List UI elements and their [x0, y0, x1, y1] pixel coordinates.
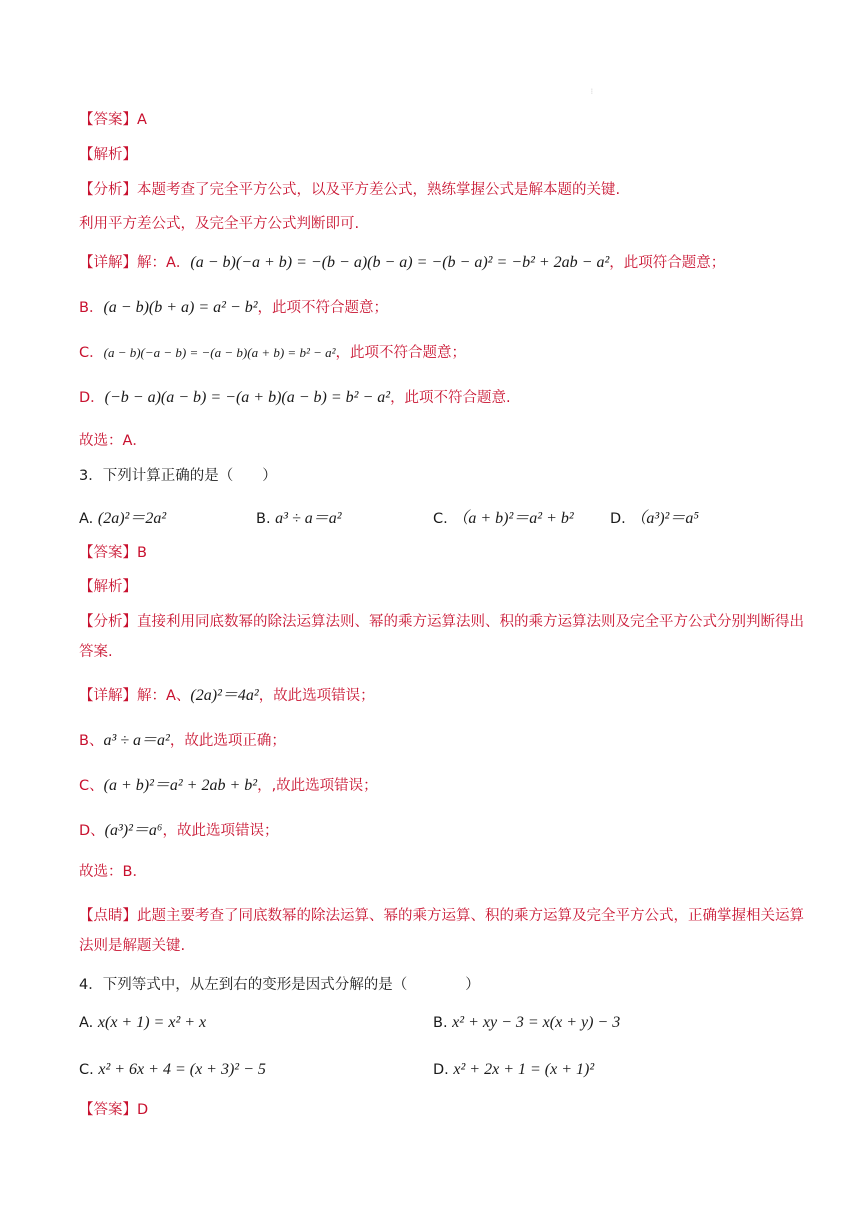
q3-option-a	[79, 505, 166, 528]
q3-option-c-math: （a + b)²＝a² + b²	[452, 510, 574, 527]
q2-detail-a	[79, 253, 808, 273]
q3-option-a-label: A.	[79, 511, 94, 527]
q3-option-b-math: a³ ÷ a＝a²	[275, 510, 342, 527]
q4-option-b	[433, 1014, 620, 1032]
q2-choose: 故选：A．	[79, 433, 147, 449]
q3-option-c	[433, 505, 574, 528]
q4-option-d-math: x² + 2x + 1 = (x + 1)²	[453, 1061, 595, 1078]
q3-d-math: (a³)²＝a⁶	[104, 822, 163, 839]
q2-detail-b	[79, 298, 808, 318]
q2-detail-d	[79, 388, 808, 408]
q3-analysis	[79, 607, 808, 667]
q3-option-d-label: D.	[610, 511, 626, 527]
q3-b-math: a³ ÷ a＝a²	[103, 732, 170, 749]
q4-option-c	[79, 1061, 266, 1079]
q2-jiexi: 【解析】	[79, 147, 137, 163]
q2-answer: 【答案】A	[79, 112, 147, 128]
q4-stem: 4．下列等式中，从左到右的变形是因式分解的是（ ）	[79, 977, 480, 993]
page-mark: ⋮	[589, 88, 595, 95]
q4-option-b-label: B.	[433, 1015, 448, 1031]
q3-choose: 故选：B．	[79, 864, 147, 880]
q3-detail-b	[79, 731, 808, 751]
q3-stem: 3．下列计算正确的是（ ）	[79, 468, 277, 484]
q3-option-b	[256, 505, 342, 528]
q4-option-d-label: D.	[433, 1062, 449, 1078]
q2-b-math: (a − b)(b + a) = a² − b²	[103, 299, 258, 316]
q2-c-math: (a − b)(−a − b) = −(a − b)(a + b) = b² − a²	[103, 345, 336, 360]
q2-analysis	[79, 180, 808, 200]
q2-b-label: B．	[79, 300, 104, 316]
q2-detail-a-tail: ，此项符合题意；	[609, 255, 726, 271]
q3-detail-a-math: (2a)²＝4a²	[190, 687, 259, 704]
q3-d-label: D、	[79, 823, 105, 839]
q4-option-a-label: A.	[79, 1015, 94, 1031]
q3-point-text: 此题主要考查了同底数幂的除法运算、幂的乘方运算、积的乘方运算及完全平方公式，正确掌握相关运算法则是解题关键.	[79, 908, 804, 954]
q4-option-c-label: C.	[79, 1062, 94, 1078]
q2-analysis-text2: 利用平方差公式，及完全平方公式判断即可.	[79, 216, 360, 232]
q3-option-d	[610, 505, 699, 528]
q3-detail-a	[79, 686, 808, 706]
q2-analysis-tag: 【分析】	[79, 182, 137, 198]
q4-answer: 【答案】D	[79, 1102, 149, 1118]
q3-detail-d	[79, 821, 808, 841]
q3-d-tail: ，故此选项错误；	[162, 823, 279, 839]
q2-c-label: C．	[79, 345, 104, 361]
q3-analysis-text: 直接利用同底数幂的除法运算法则、幂的乘方运算法则、积的乘方运算法则及完全平方公式分别判断得出答案.	[79, 614, 804, 660]
q3-point	[79, 901, 808, 961]
q3-answer: 【答案】B	[79, 545, 147, 561]
q4-option-c-math: x² + 6x + 4 = (x + 3)² − 5	[98, 1061, 266, 1078]
q2-b-tail: ，此项不符合题意；	[257, 300, 389, 316]
q3-option-d-math: （a³)²＝a⁵	[630, 510, 699, 527]
q4-option-b-math: x² + xy − 3 = x(x + y) − 3	[452, 1014, 621, 1031]
q3-detail-prefix: 解：A、	[137, 688, 191, 704]
q4-option-d	[433, 1061, 594, 1079]
q3-analysis-tag: 【分析】	[79, 614, 137, 630]
q2-d-label: D．	[79, 390, 105, 406]
q2-d-tail: ，此项不符合题意.	[390, 390, 511, 406]
q3-option-c-label: C.	[433, 511, 448, 527]
q2-detail-a-math: (a − b)(−a + b) = −(b − a)(b − a) = −(b − a)² = −b² + 2ab − a²	[190, 254, 610, 271]
q2-detail-prefix: 解：A．	[137, 255, 191, 271]
q3-c-math: (a + b)²＝a² + 2ab + b²	[103, 777, 258, 794]
q4-option-a	[79, 1014, 206, 1032]
q2-d-math: (−b − a)(a − b) = −(a + b)(a − b) = b² − a²	[104, 389, 391, 406]
q3-c-label: C、	[79, 778, 104, 794]
q3-jiexi: 【解析】	[79, 579, 137, 595]
q3-option-a-math: (2a)²＝2a²	[97, 510, 167, 527]
q2-analysis-text: 本题考查了完全平方公式，以及平方差公式，熟练掌握公式是解本题的关键.	[137, 182, 621, 198]
q2-detail-tag: 【详解】	[79, 255, 137, 271]
q3-c-tail: ，,故此选项错误；	[257, 778, 378, 794]
q4-option-a-math: x(x + 1) = x² + x	[97, 1014, 207, 1031]
q3-b-label: B、	[79, 733, 104, 749]
q3-point-tag: 【点睛】	[79, 908, 137, 924]
q3-option-b-label: B.	[256, 511, 271, 527]
q2-c-tail: ，此项不符合题意；	[335, 345, 467, 361]
q3-b-tail: ，故此选项正确；	[169, 733, 286, 749]
q3-detail-a-tail: ，故此选项错误；	[258, 688, 375, 704]
q3-detail-c	[79, 776, 808, 796]
q2-detail-c	[79, 343, 808, 363]
q3-detail-tag: 【详解】	[79, 688, 137, 704]
